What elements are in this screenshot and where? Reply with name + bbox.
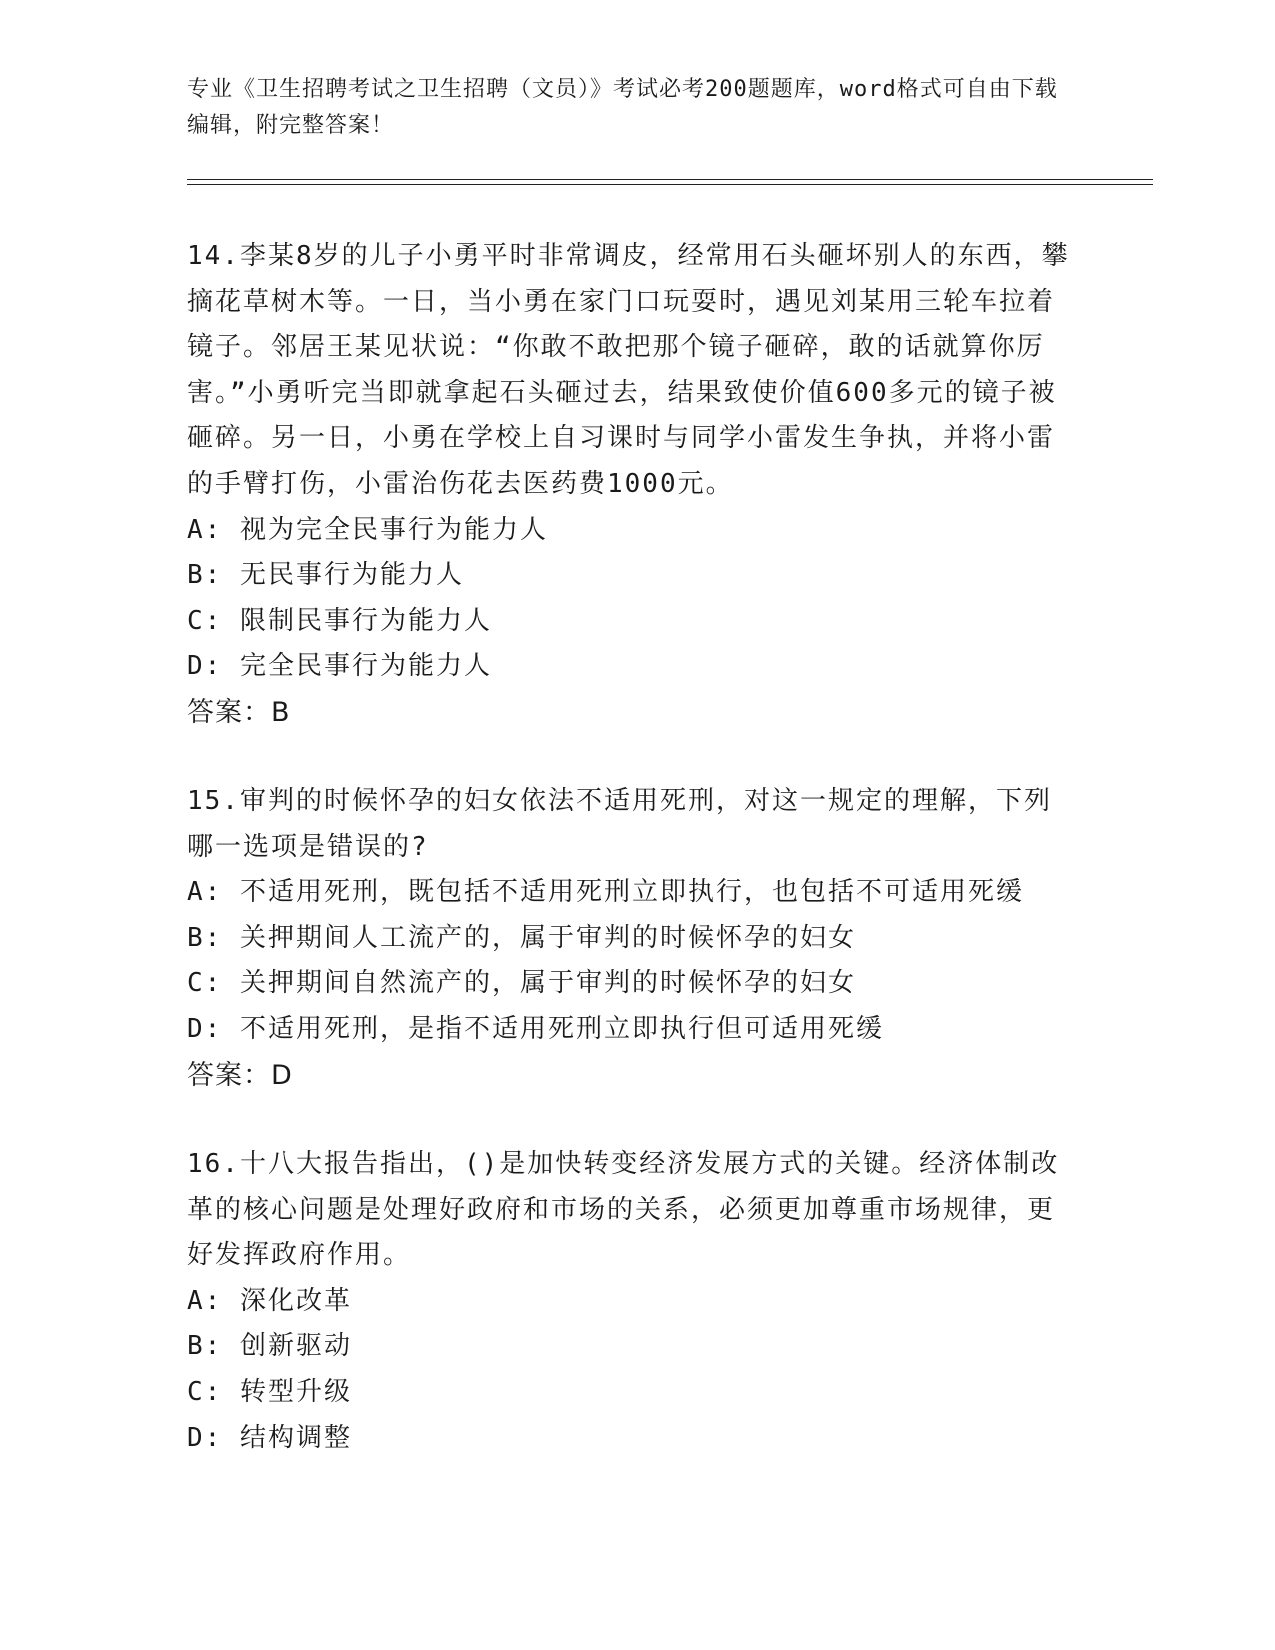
option-key: D:	[187, 1013, 223, 1044]
option-key: C:	[187, 968, 223, 999]
option-text: 关押期间人工流产的，属于审判的时候怀孕的妇女	[239, 922, 856, 953]
option-key: B:	[187, 1331, 223, 1362]
option-key: D:	[187, 651, 223, 682]
option-a	[187, 1279, 1077, 1325]
option-b	[187, 1324, 1077, 1370]
question-16	[187, 1142, 1077, 1461]
option-key: A:	[187, 514, 223, 545]
option-a	[187, 508, 1077, 554]
option-key: A:	[187, 877, 223, 908]
question-15	[187, 779, 1077, 1098]
option-d	[187, 1007, 1077, 1053]
header-rule-top	[187, 179, 1153, 180]
option-c	[187, 1370, 1077, 1416]
option-key: C:	[187, 1376, 223, 1407]
option-b	[187, 916, 1077, 962]
option-text: 完全民事行为能力人	[239, 651, 492, 682]
answer-line: 答案：B	[187, 696, 291, 728]
question-stem: 15.审判的时候怀孕的妇女依法不适用死刑，对这一规定的理解，下列哪一选项是错误的?	[187, 786, 1052, 862]
option-text: 不适用死刑，是指不适用死刑立即执行但可适用死缓	[239, 1013, 884, 1044]
option-text: 深化改革	[239, 1285, 352, 1316]
option-text: 视为完全民事行为能力人	[239, 514, 548, 545]
option-text: 限制民事行为能力人	[239, 605, 492, 636]
option-text: 转型升级	[239, 1376, 352, 1407]
header-rule-bottom	[187, 184, 1153, 185]
option-key: B:	[187, 560, 223, 591]
option-text: 创新驱动	[239, 1331, 352, 1362]
option-d	[187, 644, 1077, 690]
question-stem: 16.十八大报告指出，()是加快转变经济发展方式的关键。经济体制改革的核心问题是处理好政府和市场的关系，必须更加尊重市场规律，更好发挥政府作用。	[187, 1149, 1060, 1271]
option-c	[187, 599, 1077, 645]
option-b	[187, 553, 1077, 599]
option-key: B:	[187, 922, 223, 953]
option-text: 无民事行为能力人	[239, 560, 464, 591]
question-stem: 14.李某8岁的儿子小勇平时非常调皮，经常用石头砸坏别人的东西，攀摘花草树木等。一日，当小勇在家门口玩耍时，遇见刘某用三轮车拉着镜子。邻居王某见状说：“你敢不敢把那个镜子砸碎，敢的话就算你厉害。”小勇听完当即就拿起石头砸过去，结果致使价值600多元的镜子被砸碎。另一日，小勇在学校上自习课时与同学小雷发生争执，并将小雷的手臂打伤，小雷治伤花去医药费1000元。	[187, 241, 1070, 499]
option-text: 结构调整	[239, 1422, 352, 1453]
option-text: 不适用死刑，既包括不适用死刑立即执行，也包括不可适用死缓	[239, 877, 1024, 908]
answer-line: 答案：D	[187, 1059, 293, 1091]
option-d	[187, 1416, 1077, 1462]
option-a	[187, 870, 1077, 916]
option-key: D:	[187, 1422, 223, 1453]
option-text: 关押期间自然流产的，属于审判的时候怀孕的妇女	[239, 968, 856, 999]
option-key: C:	[187, 605, 223, 636]
option-key: A:	[187, 1285, 223, 1316]
option-c	[187, 961, 1077, 1007]
question-14	[187, 234, 1077, 736]
document-header: 专业《卫生招聘考试之卫生招聘（文员）》考试必考200题题库，word格式可自由下载编辑，附完整答案！	[187, 77, 1058, 138]
